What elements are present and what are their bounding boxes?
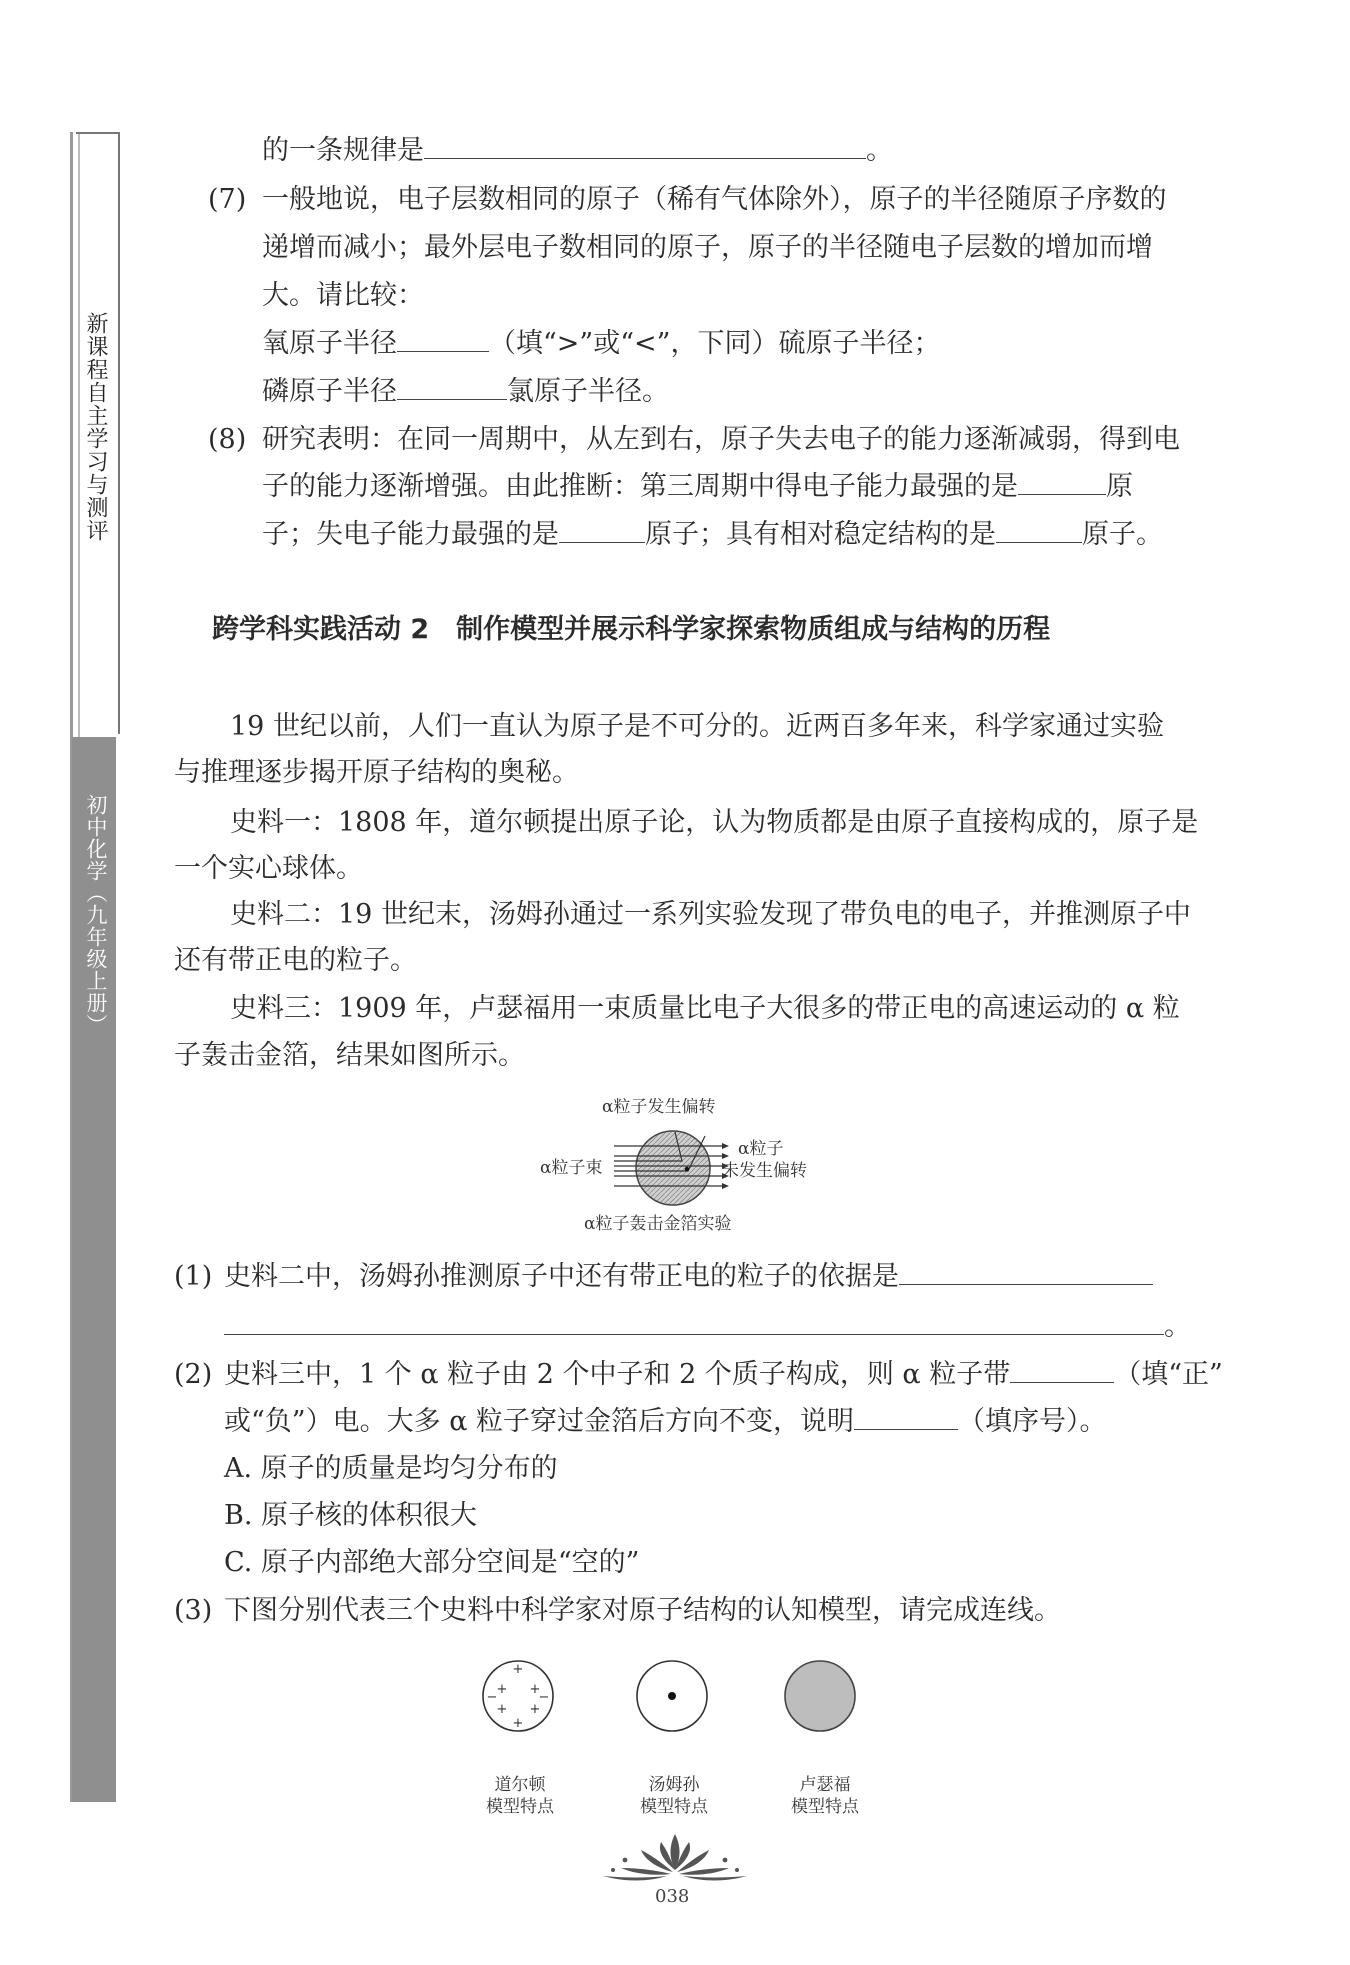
sub2-line1	[224, 1358, 1223, 1392]
sub1-line2	[224, 1310, 1191, 1344]
q8-line3-text-c: 原子。	[1082, 519, 1163, 550]
q7-line4-suffix: （填“>”或“<”，下同）硫原子半径；	[489, 328, 941, 359]
q7-line3: 大。请比较：	[262, 280, 424, 311]
intro-p2-line2: 一个实心球体。	[174, 853, 363, 884]
model-caption-rutherford	[765, 1774, 885, 1818]
label-alpha-beam: α粒子束	[540, 1158, 603, 1178]
q7-line5-suffix: 氯原子半径。	[507, 376, 669, 407]
model-caption-dalton-name: 道尔顿	[494, 1775, 546, 1795]
svg-text:+: +	[529, 1702, 541, 1717]
q7-line5	[262, 375, 669, 409]
q7-line4	[262, 327, 940, 361]
q7-line1: 一般地说，电子层数相同的原子（稀有气体除外），原子的半径随原子序数的	[262, 184, 1167, 215]
plum-pudding-model	[478, 1656, 558, 1736]
q8-stable-structure-blank[interactable]	[996, 518, 1082, 543]
q8-line2-text: 子的能力逐渐增强。由此推断：第三周期中得电子能力最强的是	[262, 471, 1018, 502]
sub2-line2-text: 或“负”）电。大多 α 粒子穿过金箔后方向不变，说明	[224, 1406, 855, 1437]
label-alpha-deflected: α粒子发生偏转	[602, 1098, 716, 1117]
q8-gain-electron-blank[interactable]	[1018, 470, 1106, 495]
model-caption-rutherford-feature: 模型特点	[791, 1797, 859, 1817]
sub2-number: (2)	[174, 1359, 213, 1390]
q7-oxygen-sulfur-blank[interactable]	[397, 327, 489, 352]
intro-p2-line1: 史料一：1808 年，道尔顿提出原子论，认为物质都是由原子直接构成的，原子是	[230, 807, 1199, 838]
intro-p1-line1: 19 世纪以前，人们一直认为原子是不可分的。近两百多年来，科学家通过实验	[230, 711, 1164, 742]
svg-text:−: −	[486, 1690, 498, 1705]
sub1-number: (1)	[174, 1261, 213, 1292]
sub2-option-a: A. 原子的质量是均匀分布的	[224, 1453, 558, 1484]
q7-line4-prefix: 氧原子半径	[262, 328, 397, 359]
q8-line3-text-a: 子；失电子能力最强的是	[262, 519, 559, 550]
sub1-end: 。	[1164, 1311, 1191, 1342]
sub1-answer-blank-2[interactable]	[224, 1310, 1164, 1335]
model-caption-thomson-name: 汤姆孙	[648, 1775, 700, 1795]
q8-line1: 研究表明：在同一周期中，从左到右，原子失去电子的能力逐渐减弱，得到电	[262, 424, 1180, 455]
model-caption-thomson	[614, 1774, 734, 1818]
q8-line3-text-b: 原子；具有相对稳定结构的是	[645, 519, 996, 550]
sub2-option-b: B. 原子核的体积很大	[224, 1500, 478, 1531]
gold-foil-experiment-figure	[520, 1098, 830, 1238]
q8-line2	[262, 470, 1133, 504]
q8-lose-electron-blank[interactable]	[559, 518, 645, 543]
sub1-text: 史料二中，汤姆孙推测原子中还有带正电的粒子的依据是	[224, 1261, 899, 1292]
q8-line3	[262, 518, 1163, 552]
footer-ornament	[595, 1828, 755, 1884]
q6-end: 。	[866, 135, 893, 166]
q6-line	[262, 134, 893, 168]
svg-text:+: +	[496, 1682, 508, 1697]
nucleus-dot	[685, 1167, 689, 1171]
svg-text:+: +	[496, 1702, 508, 1717]
q6-answer-blank[interactable]	[424, 134, 866, 159]
section-title: 跨学科实践活动 2 制作模型并展示科学家探索物质组成与结构的历程	[212, 614, 1051, 645]
nuclear-model	[632, 1656, 712, 1736]
intro-p3-line1: 史料二：19 世纪末，汤姆孙通过一系列实验发现了带负电的电子，并推测原子中	[230, 899, 1191, 930]
svg-text:−: −	[538, 1690, 550, 1705]
model-caption-rutherford-name: 卢瑟福	[799, 1775, 851, 1795]
sub2-charge-blank[interactable]	[1010, 1358, 1114, 1383]
page-number: 038	[655, 1886, 690, 1907]
q7-line2: 递增而减小；最外层电子数相同的原子，原子的半径随电子层数的增加而增	[262, 232, 1153, 263]
svg-text:+: +	[529, 1682, 541, 1697]
label-alpha-undeflected-2: 未发生偏转	[722, 1161, 807, 1181]
q7-number: (7)	[208, 184, 247, 215]
sidebar-book-title: 初中化学（九年级上册）	[84, 794, 108, 1036]
q6-text: 的一条规律是	[262, 135, 424, 166]
sub3-number: (3)	[174, 1595, 213, 1626]
figure-caption: α粒子轰击金箔实验	[584, 1214, 732, 1234]
svg-text:+: +	[512, 1716, 524, 1731]
label-alpha-undeflected-1: α粒子	[738, 1139, 784, 1159]
intro-p3-line2: 还有带正电的粒子。	[174, 945, 417, 976]
sub2-line1-end: （填“正”	[1114, 1359, 1223, 1390]
sub1-answer-blank-1[interactable]	[899, 1260, 1153, 1285]
gold-foil-atom	[636, 1131, 710, 1205]
q7-phosphorus-chlorine-blank[interactable]	[397, 375, 507, 400]
sub2-line2	[224, 1405, 1107, 1439]
sub2-option-blank[interactable]	[854, 1405, 958, 1430]
intro-p1-line2: 与推理逐步揭开原子结构的奥秘。	[174, 757, 579, 788]
model-caption-thomson-feature: 模型特点	[640, 1797, 708, 1817]
sidebar-series-title: 新课程自主学习与测评	[83, 312, 108, 542]
svg-text:+: +	[512, 1662, 524, 1677]
q8-line2-end: 原	[1106, 471, 1133, 502]
solid-sphere-model	[780, 1656, 860, 1736]
sub2-line1-text: 史料三中，1 个 α 粒子由 2 个中子和 2 个质子构成，则 α 粒子带	[224, 1359, 1011, 1390]
model-caption-dalton	[460, 1774, 580, 1818]
intro-p4-line2: 子轰击金箔，结果如图所示。	[174, 1040, 525, 1071]
sub1-line	[224, 1260, 1153, 1294]
model-caption-dalton-feature: 模型特点	[486, 1797, 554, 1817]
sub2-line2-end: （填序号）。	[958, 1406, 1107, 1437]
sub3-text: 下图分别代表三个史料中科学家对原子结构的认知模型，请完成连线。	[224, 1595, 1061, 1626]
intro-p4-line1: 史料三：1909 年，卢瑟福用一束质量比电子大很多的带正电的高速运动的 α 粒	[230, 993, 1180, 1024]
q7-line5-prefix: 磷原子半径	[262, 376, 397, 407]
q8-number: (8)	[208, 424, 247, 455]
sub2-option-c: C. 原子内部绝大部分空间是“空的”	[224, 1547, 640, 1578]
